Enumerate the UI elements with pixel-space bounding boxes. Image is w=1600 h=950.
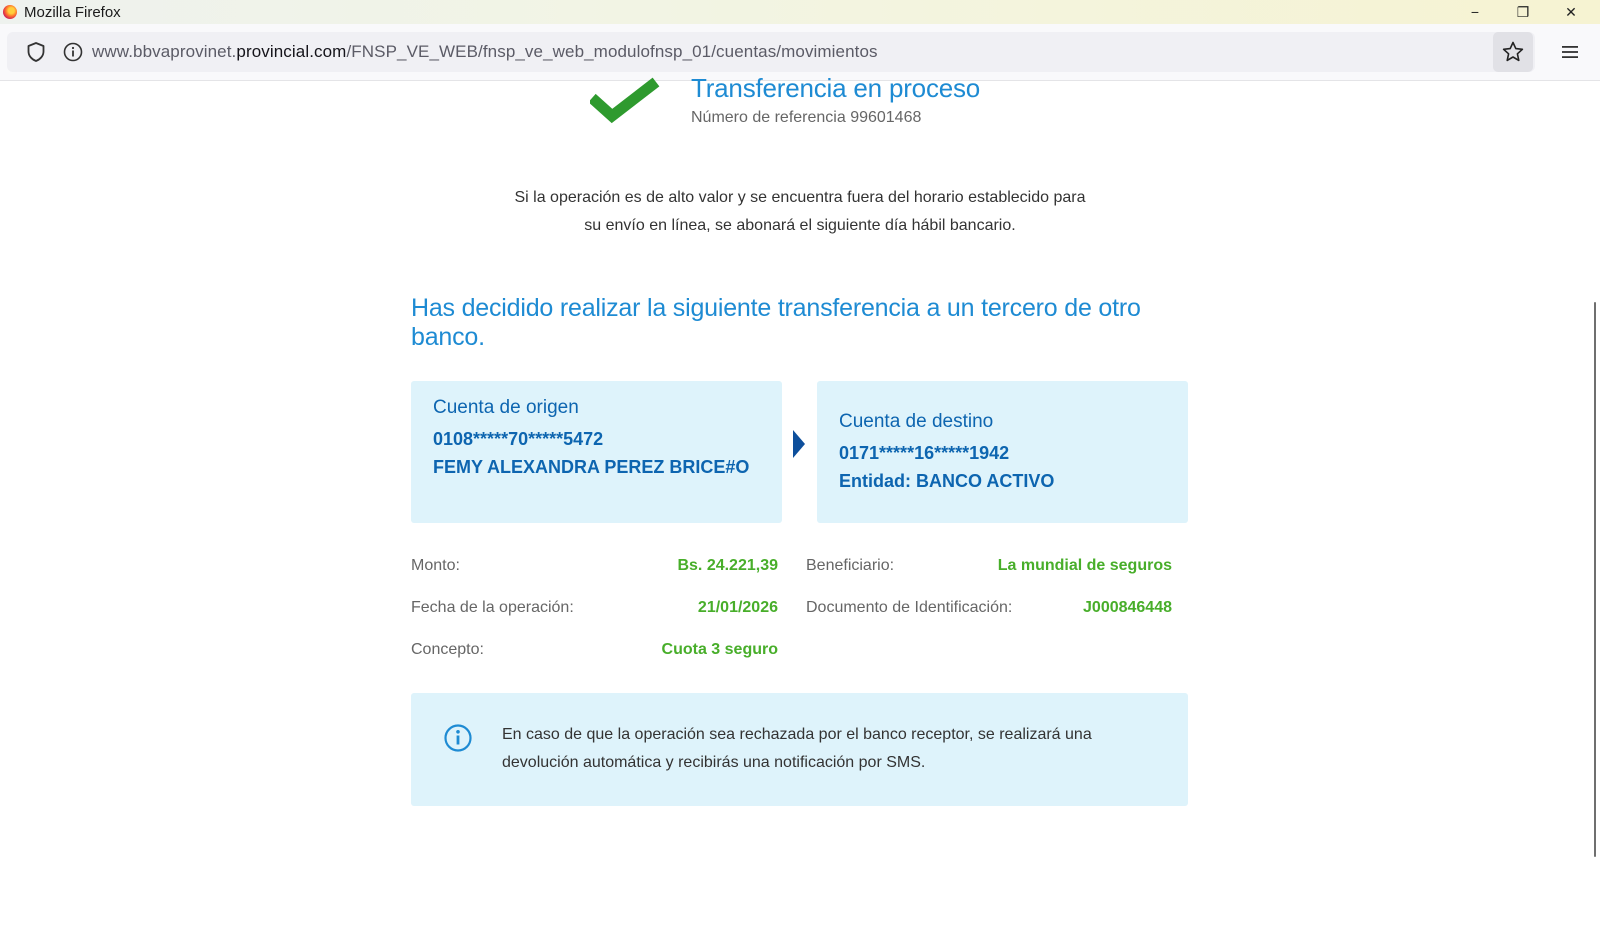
rejection-info-text: En caso de que la operación sea rechazada por el banco receptor, se realizará una devolución automática y recibirás una notificación por SMS. xyxy=(502,726,1092,771)
concept-label: Concepto: xyxy=(411,641,484,658)
shield-icon[interactable] xyxy=(25,41,47,63)
origin-label: Cuenta de origen xyxy=(433,397,579,418)
notice-line-1: Si la operación es de alto valor y se encuentra fuera del horario establecido para xyxy=(514,189,1086,206)
url-prefix: www.bbvaprovinet. xyxy=(92,42,237,61)
destination-account-card xyxy=(817,381,1188,523)
success-check-icon xyxy=(590,76,660,124)
url-domain: provincial.com xyxy=(236,42,347,61)
url-bar[interactable] xyxy=(7,32,1535,72)
window-title: Mozilla Firefox xyxy=(24,4,121,21)
origin-account-number: 0108*****70*****5472 xyxy=(433,429,604,449)
restore-button[interactable]: ❐ xyxy=(1516,3,1530,20)
bookmark-star-button[interactable] xyxy=(1493,32,1533,72)
beneficiary-value: La mundial de seguros xyxy=(997,557,1172,574)
date-label: Fecha de la operación: xyxy=(411,599,574,616)
reference-number: Número de referencia 99601468 xyxy=(691,109,922,126)
rejection-info-box xyxy=(411,693,1188,806)
app-menu-button[interactable] xyxy=(1550,32,1590,72)
id-document-label: Documento de Identificación: xyxy=(806,599,1013,616)
amount-value: Bs. 24.221,39 xyxy=(677,557,778,574)
beneficiary-label: Beneficiario: xyxy=(806,557,895,574)
star-icon xyxy=(1501,40,1525,64)
hamburger-menu-icon xyxy=(1560,42,1580,62)
page-scrollbar[interactable] xyxy=(1594,302,1596,857)
minimize-button[interactable]: − xyxy=(1470,4,1480,20)
firefox-logo-icon xyxy=(3,5,17,19)
amount-label: Monto: xyxy=(411,557,460,574)
status-heading: Transferencia en proceso xyxy=(691,73,981,103)
destination-entity: Entidad: BANCO ACTIVO xyxy=(839,471,1055,491)
close-button[interactable]: ✕ xyxy=(1565,3,1577,20)
arrow-right-icon xyxy=(793,430,805,458)
info-icon[interactable] xyxy=(62,41,84,63)
info-circle-icon xyxy=(443,723,473,753)
url-text[interactable] xyxy=(92,42,878,62)
concept-value: Cuota 3 seguro xyxy=(661,641,778,658)
destination-label: Cuenta de destino xyxy=(839,411,994,432)
date-value: 21/01/2026 xyxy=(697,599,778,616)
id-document-value: J000846448 xyxy=(1083,599,1172,616)
origin-account-holder: FEMY ALEXANDRA PEREZ BRICE#O xyxy=(433,457,750,477)
destination-account-number: 0171*****16*****1942 xyxy=(839,443,1010,463)
url-path: /FNSP_VE_WEB/fnsp_ve_web_modulofnsp_01/cuentas/movimientos xyxy=(346,42,878,61)
notice-line-2: su envío en línea, se abonará el siguiente día hábil bancario. xyxy=(584,217,1016,234)
schedule-notice xyxy=(480,184,1120,240)
origin-account-card xyxy=(411,381,782,523)
transfer-summary-title: Has decidido realizar la siguiente transferencia a un tercero de otro banco. xyxy=(411,294,1141,351)
window-titlebar xyxy=(0,0,1600,24)
